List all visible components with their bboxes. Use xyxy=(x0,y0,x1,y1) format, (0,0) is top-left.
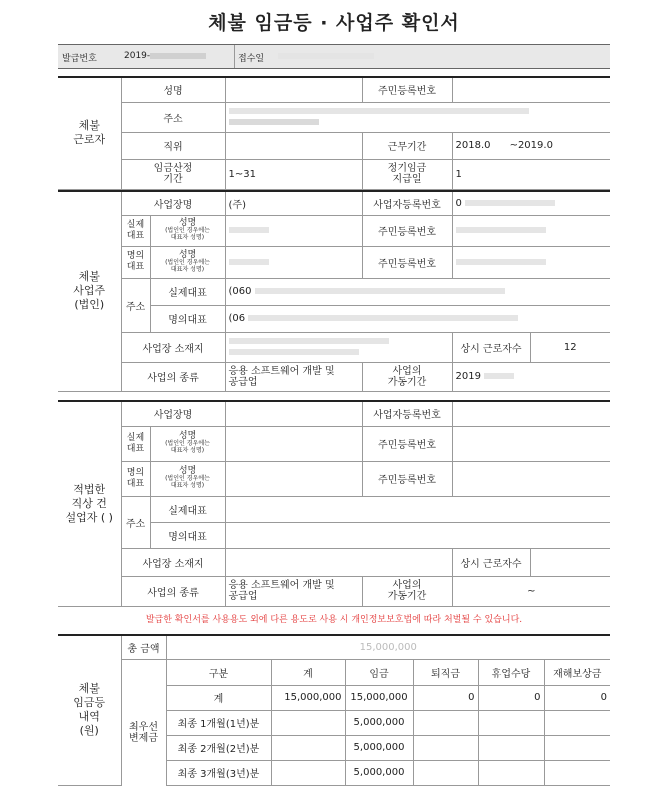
row-wage: 5,000,000 xyxy=(345,760,413,785)
successor-biztype-value: 응용 소프트웨어 개발 및 공급업 xyxy=(225,576,362,606)
worker-position-label: 직위 xyxy=(121,132,225,159)
employer-nominal-rrn-label: 주민등록번호 xyxy=(362,246,452,278)
redaction-bar xyxy=(229,259,269,265)
row-wage: 5,000,000 xyxy=(345,710,413,735)
successor-actual-name-label: 성명 (법인인 경우에는 대표자 성명) xyxy=(150,426,225,461)
worker-period-value: 2018.0 ~2019.0 xyxy=(452,132,610,159)
row-leave xyxy=(478,735,544,760)
worker-period-label: 근무기간 xyxy=(362,132,452,159)
employer-nominal-rrn-value xyxy=(452,246,610,278)
employer-location-value xyxy=(225,332,452,362)
issue-header xyxy=(58,44,610,69)
col-header-leave: 휴업수당 xyxy=(478,659,544,685)
wages-table xyxy=(58,634,610,786)
redaction-bar xyxy=(456,227,546,233)
successor-operating-value: ~ xyxy=(452,576,610,606)
regular-pay-label: 정기임금 지급일 xyxy=(362,159,452,189)
redaction-bar xyxy=(229,349,359,355)
employer-bizname-value: (주) xyxy=(225,191,362,215)
row-retire: 0 xyxy=(413,685,478,710)
successor-location-value xyxy=(225,548,452,576)
employer-bizname-label: 사업장명 xyxy=(121,191,225,215)
employer-section-label: 체불 사업주 (법인) xyxy=(58,191,121,391)
employer-addr-actual-value: (060 xyxy=(225,278,610,305)
row-leave xyxy=(478,760,544,785)
wage-calc-value: 1~31 xyxy=(225,159,362,189)
col-header-wage: 임금 xyxy=(345,659,413,685)
employer-biztype-label: 사업의 종류 xyxy=(121,362,225,391)
worker-rrn-label: 주민등록번호 xyxy=(362,77,452,102)
redaction-bar xyxy=(229,108,529,114)
row-leave xyxy=(478,710,544,735)
successor-nominal-rrn-label: 주민등록번호 xyxy=(362,461,452,496)
worker-rrn-value xyxy=(452,77,610,102)
row-leave: 0 xyxy=(478,685,544,710)
issue-no-value: 2019- xyxy=(124,51,151,61)
successor-actual-rrn-value xyxy=(452,426,610,461)
row-total: 15,000,000 xyxy=(271,685,345,710)
employer-bizreg-value: 0 xyxy=(452,191,610,215)
redaction-bar xyxy=(484,373,514,379)
total-value: 15,000,000 xyxy=(166,635,610,659)
worker-name-label: 성명 xyxy=(121,77,225,102)
row-label: 최종 2개월(2년)분 xyxy=(166,735,271,760)
successor-bizreg-label: 사업자등록번호 xyxy=(362,401,452,426)
row-label: 최종 1개월(1년)분 xyxy=(166,710,271,735)
total-label: 총 금액 xyxy=(121,635,166,659)
row-injury: 0 xyxy=(544,685,610,710)
successor-addr-actual-label: 실제대표 xyxy=(150,496,225,522)
wages-section-label: 체불 임금등 내역 (원) xyxy=(58,635,121,785)
warning-text: 발급한 확인서를 사용용도 외에 다른 용도로 사용 시 개인정보보호법에 따라 처벌될 수 있습니다. xyxy=(145,615,523,625)
redaction-bar xyxy=(255,288,505,294)
successor-operating-label: 사업의 가동기간 xyxy=(362,576,452,606)
successor-workers-value xyxy=(530,548,610,576)
employer-table xyxy=(58,190,610,392)
redaction-bar xyxy=(278,53,374,59)
row-retire xyxy=(413,735,478,760)
employer-biztype-value: 응용 소프트웨어 개발 및 공급업 xyxy=(225,362,362,391)
successor-actual-name-value xyxy=(225,426,362,461)
successor-nominal-rrn-value xyxy=(452,461,610,496)
employer-actual-name-value xyxy=(225,215,362,246)
row-wage: 15,000,000 xyxy=(345,685,413,710)
row-total xyxy=(271,760,345,785)
successor-nominal-name-value xyxy=(225,461,362,496)
successor-bizname-value xyxy=(225,401,362,426)
employer-nominal-name-value xyxy=(225,246,362,278)
successor-table xyxy=(58,400,610,607)
employer-addr-actual-label: 실제대표 xyxy=(150,278,225,305)
employer-nominal-name-label: 성명 (법인인 경우에는 대표자 성명) xyxy=(150,246,225,278)
worker-table xyxy=(58,76,610,190)
col-header-retire: 퇴직금 xyxy=(413,659,478,685)
employer-addr-nominal-label: 명의대표 xyxy=(150,305,225,332)
priority-label: 최우선 변제금 xyxy=(121,659,166,785)
employer-nominal-rep-label: 명의 대표 xyxy=(121,246,150,278)
employer-addr-nominal-value: (06 xyxy=(225,305,610,332)
row-injury xyxy=(544,735,610,760)
employer-operating-label: 사업의 가동기간 xyxy=(362,362,452,391)
worker-address-value xyxy=(225,102,610,132)
worker-name-value xyxy=(225,77,362,102)
redaction-bar xyxy=(229,338,389,344)
successor-addr-actual-value xyxy=(225,496,610,522)
employer-operating-value: 2019 xyxy=(452,362,610,391)
successor-biztype-label: 사업의 종류 xyxy=(121,576,225,606)
col-header-category: 구분 xyxy=(166,659,271,685)
employer-actual-rrn-label: 주민등록번호 xyxy=(362,215,452,246)
worker-section-label: 체불 근로자 xyxy=(58,77,121,189)
col-header-injury: 재해보상금 xyxy=(544,659,610,685)
worker-position-value xyxy=(225,132,362,159)
successor-location-label: 사업장 소재지 xyxy=(121,548,225,576)
redaction-bar xyxy=(150,53,206,59)
row-retire xyxy=(413,710,478,735)
employer-actual-rrn-value xyxy=(452,215,610,246)
receipt-date-label: 접수일 xyxy=(238,54,265,64)
successor-addr-nominal-value xyxy=(225,522,610,548)
successor-address-label: 주소 xyxy=(121,496,150,548)
row-label: 최종 3개월(3년)분 xyxy=(166,760,271,785)
regular-pay-value: 1 xyxy=(452,159,610,189)
page-title: 체불 임금등 · 사업주 확인서 xyxy=(208,12,460,34)
successor-bizname-label: 사업장명 xyxy=(121,401,225,426)
redaction-bar xyxy=(248,315,518,321)
successor-workers-label: 상시 근로자수 xyxy=(452,548,530,576)
redaction-bar xyxy=(465,200,555,206)
col-header-total: 계 xyxy=(271,659,345,685)
successor-nominal-rep-label: 명의 대표 xyxy=(121,461,150,496)
redaction-bar xyxy=(456,259,546,265)
successor-actual-rrn-label: 주민등록번호 xyxy=(362,426,452,461)
row-label: 계 xyxy=(166,685,271,710)
row-total xyxy=(271,735,345,760)
row-injury xyxy=(544,760,610,785)
redaction-bar xyxy=(229,119,319,125)
redaction-bar xyxy=(229,227,269,233)
issue-no-label: 발급번호 xyxy=(62,54,97,64)
row-wage: 5,000,000 xyxy=(345,735,413,760)
successor-addr-nominal-label: 명의대표 xyxy=(150,522,225,548)
row-injury xyxy=(544,710,610,735)
successor-actual-rep-label: 실제 대표 xyxy=(121,426,150,461)
employer-workers-value: 12 xyxy=(530,332,610,362)
employer-workers-label: 상시 근로자수 xyxy=(452,332,530,362)
row-retire xyxy=(413,760,478,785)
employer-actual-rep-label: 실제 대표 xyxy=(121,215,150,246)
successor-bizreg-value xyxy=(452,401,610,426)
wage-calc-label: 임금산정 기간 xyxy=(121,159,225,189)
employer-location-label: 사업장 소재지 xyxy=(121,332,225,362)
employer-address-label: 주소 xyxy=(121,278,150,332)
row-total xyxy=(271,710,345,735)
employer-bizreg-label: 사업자등록번호 xyxy=(362,191,452,215)
successor-section-label: 적법한 직상 건 설업자 ( ) xyxy=(58,401,121,606)
worker-address-label: 주소 xyxy=(121,102,225,132)
successor-nominal-name-label: 성명 (법인인 경우에는 대표자 성명) xyxy=(150,461,225,496)
employer-actual-name-label: 성명 (법인인 경우에는 대표자 성명) xyxy=(150,215,225,246)
